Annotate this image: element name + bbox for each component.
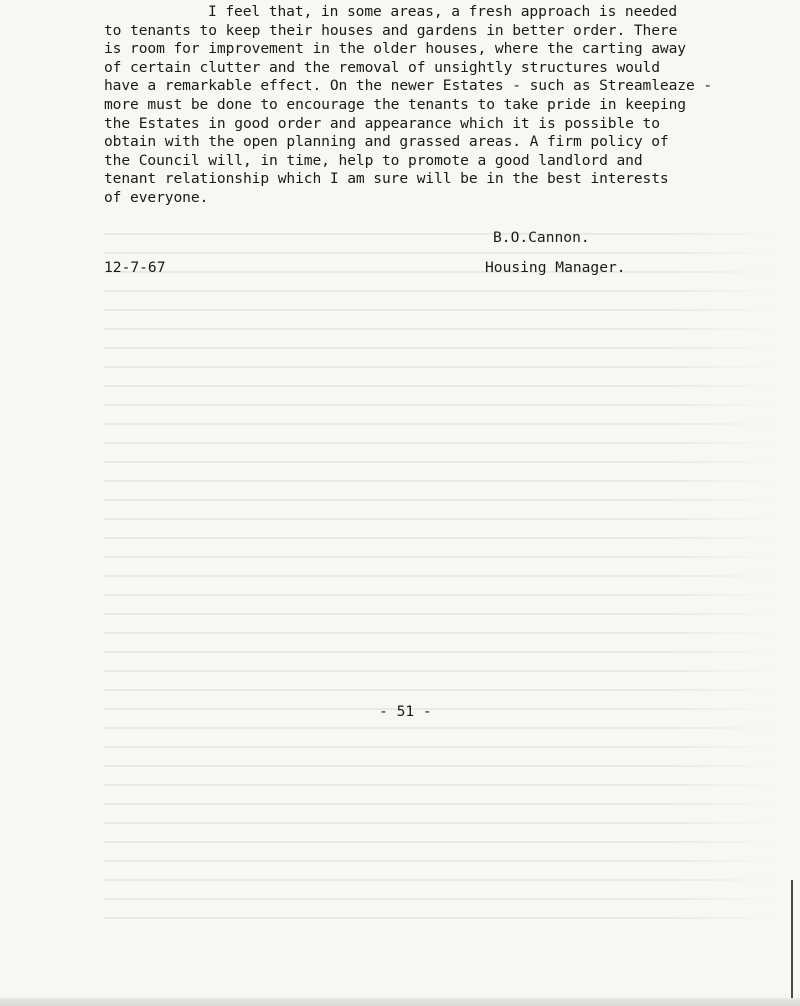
scan-edge-mark: [791, 880, 793, 998]
paragraph-line: of certain clutter and the removal of unsightly structures would: [104, 58, 660, 76]
paragraph-line: the Estates in good order and appearance which it is possible to: [104, 114, 660, 132]
page-number: - 51 -: [379, 703, 432, 720]
paragraph-line: to tenants to keep their houses and gardens in better order. There: [104, 21, 678, 39]
paragraph-line: of everyone.: [104, 188, 209, 206]
paragraph-line: the Council will, in time, help to promote a good landlord and: [104, 151, 643, 169]
reverse-side-bleed-through: [104, 224, 774, 924]
paragraph-line: is room for improvement in the older houses, where the carting away: [104, 40, 686, 58]
document-date: 12-7-67: [104, 259, 166, 276]
paragraph-line: have a remarkable effect. On the newer Estates - such as Streamleaze -: [104, 77, 713, 95]
paragraph-line: obtain with the open planning and grassed areas. A firm policy of: [104, 133, 669, 151]
signature-name: B.O.Cannon.: [493, 229, 590, 246]
signature-title: Housing Manager.: [485, 259, 626, 276]
body-paragraph: [104, 3, 794, 208]
paragraph-line: I feel that, in some areas, a fresh approach is needed: [208, 3, 678, 20]
paragraph-line: more must be done to encourage the tenants to take pride in keeping: [104, 95, 686, 113]
paragraph-line: tenant relationship which I am sure will be in the best interests: [104, 170, 669, 188]
page-bottom-edge: [0, 998, 800, 1006]
